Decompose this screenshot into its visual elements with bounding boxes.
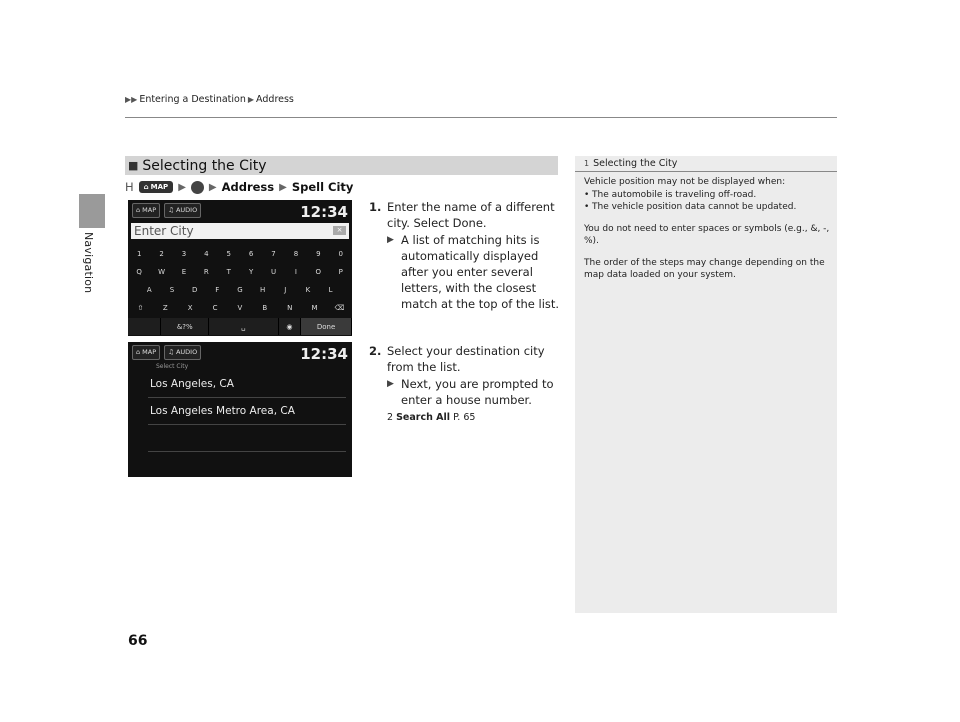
key[interactable]: N [287, 304, 293, 312]
note-bullet-text: The vehicle position data cannot be updated. [592, 202, 797, 212]
key[interactable]: P [338, 268, 343, 276]
section-heading [125, 156, 558, 175]
key[interactable]: A [146, 286, 152, 294]
clear-icon[interactable]: × [333, 226, 346, 235]
key[interactable]: 9 [316, 250, 321, 258]
map-label: MAP [142, 206, 157, 214]
select-city-screen [128, 342, 352, 477]
city-input-placeholder: Enter City [134, 224, 194, 238]
key[interactable]: D [191, 286, 198, 294]
step-text: Select your destination city from the list. [387, 344, 545, 374]
keyboard-row-middle [138, 286, 342, 294]
list-item-label: Los Angeles Metro Area, CA [150, 405, 295, 417]
key[interactable]: Z [162, 304, 168, 312]
done-button[interactable]: Done [301, 318, 352, 335]
result-arrow-icon: ▶ [387, 379, 394, 389]
breadcrumb-item[interactable]: Entering a Destination [139, 94, 246, 105]
keyboard-function-row [128, 318, 352, 335]
note-body [584, 176, 832, 291]
keyboard-row-bottom [128, 304, 352, 312]
key[interactable]: W [158, 268, 166, 276]
result-arrow-icon: ▶ [387, 235, 394, 245]
key[interactable]: H [259, 286, 266, 294]
path-arrow-icon: ▶ [208, 181, 217, 193]
breadcrumb-arrow-icon: ▶▶ [125, 95, 138, 104]
enter-city-screen [128, 200, 352, 336]
key[interactable]: Q [136, 268, 142, 276]
note-paragraph: The order of the steps may change depending on the map data loaded on your system. [584, 257, 825, 280]
step-2 [369, 343, 561, 426]
key[interactable]: K [305, 286, 311, 294]
step-result-text: A list of matching hits is automatically displayed after you enter several letters, with the closest match at the top of the list. [401, 233, 560, 311]
note-bullet-text: The automobile is traveling off-road. [592, 189, 757, 200]
key[interactable]: 2 [159, 250, 164, 258]
key[interactable]: 5 [226, 250, 231, 258]
audio-button[interactable]: ♫ AUDIO [164, 203, 201, 218]
step-number: 2. [369, 344, 382, 358]
key[interactable]: M [311, 304, 318, 312]
key[interactable]: 0 [338, 250, 343, 258]
map-chip-label: MAP [150, 183, 169, 191]
list-item[interactable] [148, 398, 346, 425]
key[interactable]: X [187, 304, 193, 312]
key[interactable]: 6 [248, 250, 254, 258]
list-item-label: Los Angeles, CA [150, 378, 234, 390]
voice-icon[interactable]: ◉ [279, 318, 302, 335]
keyboard-row-numbers [128, 250, 352, 258]
clock: 12:34 [300, 203, 348, 221]
map-button[interactable]: ⌂ MAP [132, 203, 160, 218]
key[interactable]: V [237, 304, 243, 312]
xref-page: P. 65 [453, 412, 476, 423]
backspace-icon[interactable]: ⌫ [334, 304, 345, 312]
breadcrumb [125, 94, 294, 105]
list-item[interactable] [148, 371, 346, 398]
side-note [575, 156, 837, 613]
path-address: Address [221, 180, 275, 194]
key[interactable]: L [328, 286, 333, 294]
note-heading-text: Selecting the City [593, 158, 678, 169]
key[interactable]: I [294, 268, 297, 276]
path-spell-city: Spell City [291, 180, 354, 194]
step-result-text: Next, you are prompted to enter a house number. [401, 377, 554, 407]
key[interactable]: S [169, 286, 175, 294]
note-bullet [584, 189, 832, 202]
note-heading [575, 156, 837, 172]
navigation-path [125, 180, 353, 194]
note-paragraph: You do not need to enter spaces or symbols (e.g., &, -, %). [584, 223, 830, 246]
key[interactable]: O [315, 268, 322, 276]
key[interactable]: B [262, 304, 268, 312]
audio-label: AUDIO [175, 206, 198, 214]
step-result [387, 232, 561, 312]
step-1 [369, 199, 561, 312]
key[interactable]: 1 [136, 250, 142, 258]
symbols-key[interactable]: &?% [161, 318, 209, 335]
key[interactable]: 8 [293, 250, 299, 258]
space-key[interactable]: ␣ [209, 318, 278, 335]
clock: 12:34 [300, 345, 348, 363]
key[interactable]: F [215, 286, 220, 294]
key[interactable]: R [203, 268, 209, 276]
key[interactable]: 3 [181, 250, 187, 258]
audio-label: AUDIO [175, 348, 198, 356]
breadcrumb-arrow-icon: ▶ [247, 95, 255, 104]
cross-reference[interactable] [387, 410, 561, 426]
map-label: MAP [142, 348, 157, 356]
section-title: Selecting the City [142, 157, 267, 174]
key[interactable]: U [270, 268, 277, 276]
note-icon: 1 [584, 159, 590, 168]
map-button[interactable]: ⌂ MAP [132, 345, 160, 360]
page-number: 66 [128, 633, 148, 649]
key[interactable]: J [284, 286, 287, 294]
bullet-icon: • [584, 202, 590, 212]
procedure-steps [369, 199, 561, 426]
step-result [387, 376, 561, 408]
path-arrow-icon: ▶ [279, 181, 287, 193]
city-input[interactable] [131, 223, 349, 239]
note-intro: Vehicle position may not be displayed when: [584, 177, 786, 187]
key[interactable]: 7 [271, 250, 276, 258]
key[interactable]: Y [249, 268, 254, 276]
key[interactable]: T [226, 268, 231, 276]
keyboard-spacer [128, 318, 161, 335]
xref-label: Search All [396, 412, 451, 423]
note-bullet [584, 201, 832, 214]
list-item[interactable] [148, 425, 346, 452]
select-city-title: Select City [156, 363, 189, 370]
keyboard-row-top [128, 268, 352, 276]
breadcrumb-item[interactable]: Address [256, 94, 294, 105]
key[interactable]: C [212, 304, 218, 312]
header-rule [125, 117, 837, 118]
key[interactable]: E [181, 268, 187, 276]
shift-icon[interactable]: ⇧ [137, 304, 144, 312]
section-marker: ■ [128, 159, 139, 172]
chapter-label: Navigation [82, 232, 95, 294]
step-number: 1. [369, 200, 382, 214]
key[interactable]: 4 [204, 250, 209, 258]
search-icon [191, 181, 204, 194]
xref-icon: 2 [387, 412, 394, 423]
audio-button[interactable]: ♫ AUDIO [164, 345, 201, 360]
home-icon: H [125, 180, 134, 194]
step-text: Enter the name of a different city. Select Done. [387, 200, 555, 230]
bullet-icon: • [584, 189, 590, 200]
map-button-icon: ⌂ MAP [139, 181, 174, 193]
path-arrow-icon: ▶ [178, 181, 186, 193]
key[interactable]: G [237, 286, 243, 294]
chapter-tab [79, 194, 105, 228]
